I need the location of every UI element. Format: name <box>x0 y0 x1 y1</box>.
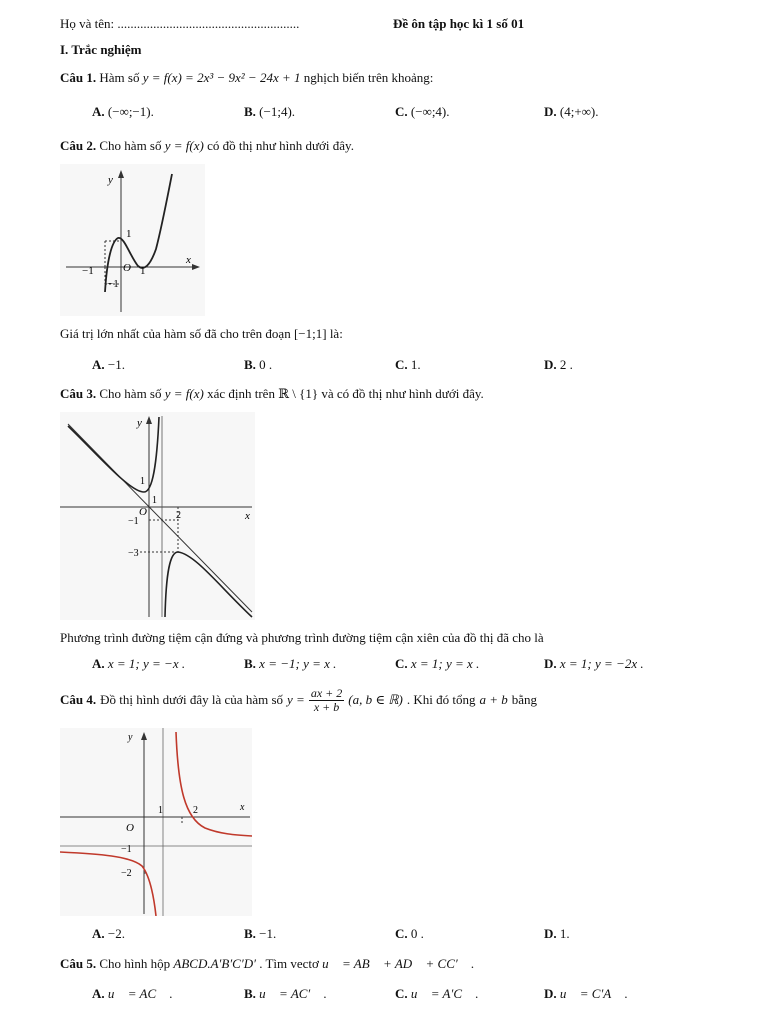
option-text: x = 1; y = −x . <box>107 656 186 671</box>
question-5-label: Câu 5. <box>60 956 97 971</box>
q2-option-b[interactable] <box>244 357 272 373</box>
option-letter: D. <box>544 926 557 941</box>
question-5 <box>60 956 474 972</box>
question-4-params: (a, b ∈ ℝ) <box>348 692 403 707</box>
y-label: y <box>128 732 133 743</box>
question-4-sum: a + b <box>479 692 508 707</box>
x-two-label: 2 <box>176 510 181 521</box>
q3-option-a[interactable] <box>92 656 185 672</box>
question-3-text-pre: Cho hàm số <box>99 386 162 401</box>
name-label: Họ và tên: <box>60 16 115 31</box>
q4-hyperbola-graph <box>60 728 252 916</box>
option-text: 1. <box>410 357 421 372</box>
option-letter: A. <box>92 986 105 1001</box>
option-letter: D. <box>544 104 557 119</box>
option-letter: A. <box>92 926 105 941</box>
question-2-interval: [−1;1] <box>293 326 327 341</box>
q4-option-c[interactable] <box>395 926 424 942</box>
option-letter: B. <box>244 986 256 1001</box>
student-name-line <box>60 16 299 32</box>
question-4-text-post: . Khi đó tổng <box>406 692 476 707</box>
option-letter: C. <box>395 926 408 941</box>
x-one-label: 1 <box>158 805 163 816</box>
graph-background <box>60 164 205 316</box>
q5-option-d[interactable] <box>544 986 628 1002</box>
option-letter: C. <box>395 104 408 119</box>
x-label: x <box>240 802 245 813</box>
question-4-label: Câu 4. <box>60 692 97 707</box>
option-letter: B. <box>244 656 256 671</box>
option-letter: D. <box>544 357 557 372</box>
question-3-formula: y = f(x) <box>164 386 204 401</box>
question-2-sub <box>60 326 343 342</box>
option-letter: B. <box>244 357 256 372</box>
origin-label: O <box>123 262 131 274</box>
option-text: u⃗ = A′C⃗ . <box>410 986 479 1001</box>
q3-option-b[interactable] <box>244 656 336 672</box>
question-1-formula: y = f(x) = 2x³ − 9x² − 24x + 1 <box>142 70 301 85</box>
name-blank: ........................................................ <box>117 16 300 31</box>
question-2-sub-text: Giá trị lớn nhất của hàm số đã cho trên đoạn <box>60 326 291 341</box>
fraction-numerator: ax + 2 <box>310 685 343 700</box>
question-1 <box>60 70 433 86</box>
fraction-denominator: x + b <box>313 699 340 714</box>
option-text: (−∞;4). <box>410 104 450 119</box>
graph-background <box>60 728 252 916</box>
y-neg1-label: −1 <box>107 278 119 290</box>
option-text: (−1;4). <box>259 104 296 119</box>
question-5-text-pre: Cho hình hộp <box>99 956 171 971</box>
y-one-label: 1 <box>126 228 132 240</box>
q5-option-b[interactable] <box>244 986 327 1002</box>
question-3-text-post: và có đồ thị như hình dưới đây. <box>321 386 484 401</box>
y-one-label: 1 <box>140 476 145 487</box>
option-letter: D. <box>544 656 557 671</box>
option-letter: A. <box>92 104 105 119</box>
option-text: x = 1; y = x . <box>410 656 480 671</box>
option-text: −1. <box>259 926 277 941</box>
option-text: 0 . <box>410 926 424 941</box>
x-label: x <box>186 254 191 266</box>
q3-option-c[interactable] <box>395 656 479 672</box>
exam-title: Đề ôn tập học kì 1 số 01 <box>393 16 525 31</box>
question-3 <box>60 386 484 402</box>
question-1-text-pre: Hàm số <box>99 70 140 85</box>
option-text: −1. <box>107 357 125 372</box>
question-4 <box>60 684 537 716</box>
option-text: u⃗ = C′A⃗ . <box>559 986 628 1001</box>
q2-cubic-graph <box>60 164 205 316</box>
question-4-y-eq: y = <box>287 692 305 707</box>
question-2-text-pre: Cho hàm số <box>99 138 162 153</box>
y-label: y <box>108 174 113 186</box>
question-4-fraction <box>309 687 344 714</box>
q4-option-b[interactable] <box>244 926 276 942</box>
option-text: 2 . <box>559 357 573 372</box>
option-text: (−∞;−1). <box>107 104 154 119</box>
q5-option-c[interactable] <box>395 986 479 1002</box>
question-1-label: Câu 1. <box>60 70 97 85</box>
x-one-label: 1 <box>140 265 146 277</box>
origin-label: O <box>139 506 147 518</box>
question-5-solid: ABCD.A′B′C′D′ <box>173 956 256 971</box>
question-2-text-post: có đồ thị như hình dưới đây. <box>207 138 354 153</box>
x-one-label: 1 <box>152 495 157 506</box>
option-letter: C. <box>395 357 408 372</box>
option-text: x = −1; y = x . <box>259 656 337 671</box>
question-4-text-end: bằng <box>511 692 538 707</box>
question-3-sub: Phương trình đường tiệm cận đứng và phương trình đường tiệm cận xiên của đồ thị đã cho là <box>60 630 544 645</box>
q4-option-a[interactable] <box>92 926 125 942</box>
option-text: u⃗ = AC′⃗ . <box>259 986 327 1001</box>
question-1-text-post: nghịch biến trên khoảng: <box>303 70 434 85</box>
question-3-text-mid: xác định trên <box>207 386 275 401</box>
y-label: y <box>137 417 142 429</box>
q1-option-a[interactable] <box>92 104 154 120</box>
q3-option-d[interactable] <box>544 656 644 672</box>
q4-option-d[interactable] <box>544 926 570 942</box>
x-two-label: 2 <box>193 805 198 816</box>
option-text: x = 1; y = −2x . <box>559 656 644 671</box>
y-neg3-label: −3 <box>128 548 139 559</box>
option-letter: B. <box>244 926 256 941</box>
question-3-domain: ℝ \ {1} <box>278 386 319 401</box>
question-4-text-pre: Đồ thị hình dưới đây là của hàm số <box>100 692 284 707</box>
option-text: 0 . <box>259 357 273 372</box>
q1-option-b[interactable] <box>244 104 295 120</box>
option-letter: C. <box>395 656 408 671</box>
option-letter: D. <box>544 986 557 1001</box>
q1-option-c[interactable] <box>395 104 450 120</box>
q2-option-c[interactable] <box>395 357 421 373</box>
question-3-label: Câu 3. <box>60 386 97 401</box>
y-neg2-label: −2 <box>121 868 132 879</box>
option-text: (4;+∞). <box>559 104 599 119</box>
option-letter: A. <box>92 357 105 372</box>
question-2-label: Câu 2. <box>60 138 97 153</box>
question-2-sub-post: là: <box>329 326 343 341</box>
q1-option-d[interactable] <box>544 104 599 120</box>
option-text: u⃗ = AC⃗ . <box>107 986 173 1001</box>
question-5-vector-eq: u⃗ = AB⃗ + AD⃗ + CC′⃗ . <box>322 956 475 971</box>
q2-option-d[interactable] <box>544 357 573 373</box>
option-letter: B. <box>244 104 256 119</box>
x-neg1-label: −1 <box>82 265 94 277</box>
option-text: 1. <box>559 926 570 941</box>
option-letter: C. <box>395 986 408 1001</box>
origin-label: O <box>126 822 134 834</box>
option-letter: A. <box>92 656 105 671</box>
x-label: x <box>245 510 250 522</box>
y-neg1-label: −1 <box>121 844 132 855</box>
question-2 <box>60 138 354 154</box>
q3-rational-graph <box>60 412 255 620</box>
y-neg1-label: −1 <box>128 516 139 527</box>
question-5-text-mid: . Tìm vectơ <box>259 956 319 971</box>
q2-option-a[interactable] <box>92 357 125 373</box>
question-2-formula: y = f(x) <box>164 138 204 153</box>
q5-option-a[interactable] <box>92 986 173 1002</box>
option-text: −2. <box>107 926 125 941</box>
section-title: I. Trắc nghiệm <box>60 42 142 57</box>
